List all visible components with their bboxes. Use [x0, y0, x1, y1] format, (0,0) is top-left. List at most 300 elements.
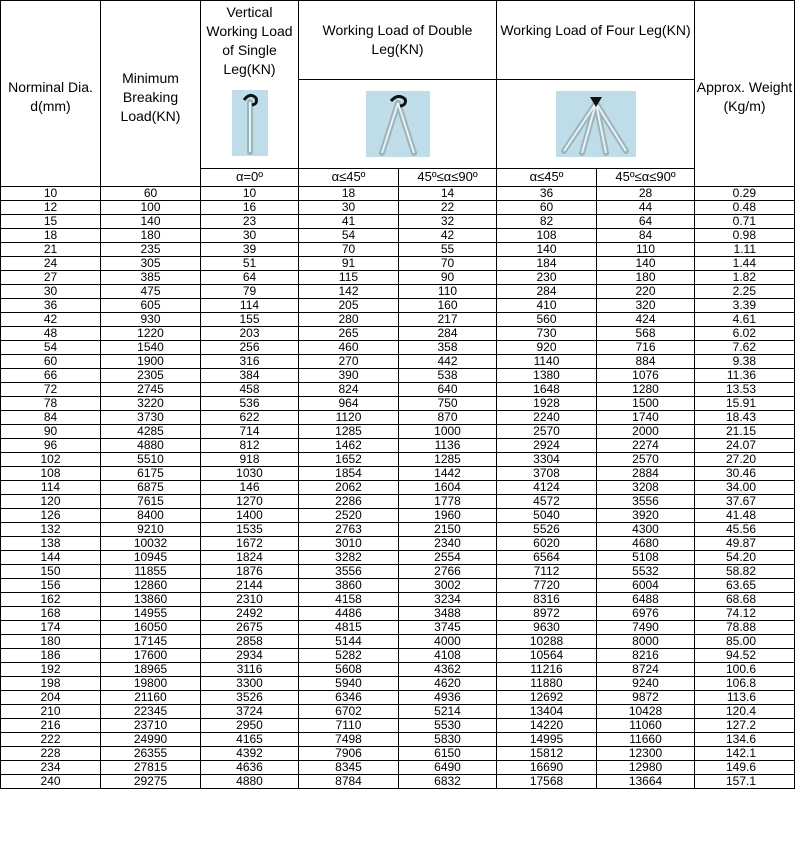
table-row: [1, 424, 795, 438]
cell-approx-weight: 15.91: [695, 396, 795, 410]
cell-single-leg-load: 316: [201, 354, 299, 368]
table-row: [1, 732, 795, 746]
cell-four-leg-load-45: 82: [497, 214, 597, 228]
cell-nominal-dia: 27: [1, 270, 101, 284]
cell-single-leg-load: 2675: [201, 620, 299, 634]
cell-four-leg-load-45: 3708: [497, 466, 597, 480]
cell-four-leg-load-45: 8316: [497, 592, 597, 606]
cell-double-leg-load-45: 390: [299, 368, 399, 382]
cell-double-leg-load-45: 3282: [299, 550, 399, 564]
cell-four-leg-load-45: 4124: [497, 480, 597, 494]
cell-double-leg-load-45: 1285: [299, 424, 399, 438]
cell-nominal-dia: 174: [1, 620, 101, 634]
table-row: [1, 676, 795, 690]
table-row: [1, 312, 795, 326]
cell-double-leg-load-90: 160: [399, 298, 497, 312]
cell-double-leg-load-45: 6702: [299, 704, 399, 718]
cell-double-leg-load-45: 115: [299, 270, 399, 284]
cell-double-leg-load-90: 32: [399, 214, 497, 228]
table-row: [1, 550, 795, 564]
cell-four-leg-load-90: 13664: [597, 774, 695, 788]
cell-four-leg-load-90: 8724: [597, 662, 695, 676]
cell-approx-weight: 74.12: [695, 606, 795, 620]
cell-four-leg-load-90: 220: [597, 284, 695, 298]
cell-double-leg-load-90: 5530: [399, 718, 497, 732]
cell-four-leg-load-45: 5526: [497, 522, 597, 536]
cell-approx-weight: 1.11: [695, 242, 795, 256]
cell-four-leg-load-45: 108: [497, 228, 597, 242]
cell-four-leg-load-90: 180: [597, 270, 695, 284]
cell-nominal-dia: 138: [1, 536, 101, 550]
cell-double-leg-load-90: 5830: [399, 732, 497, 746]
cell-nominal-dia: 15: [1, 214, 101, 228]
cell-four-leg-load-90: 6976: [597, 606, 695, 620]
cell-approx-weight: 9.38: [695, 354, 795, 368]
cell-min-breaking-load: 27815: [101, 760, 201, 774]
table-row: [1, 606, 795, 620]
cell-min-breaking-load: 13860: [101, 592, 201, 606]
cell-nominal-dia: 84: [1, 410, 101, 424]
cell-double-leg-load-45: 280: [299, 312, 399, 326]
cell-double-leg-load-90: 6832: [399, 774, 497, 788]
cell-double-leg-load-45: 964: [299, 396, 399, 410]
cell-approx-weight: 11.36: [695, 368, 795, 382]
cell-min-breaking-load: 8400: [101, 508, 201, 522]
cell-double-leg-load-45: 4486: [299, 606, 399, 620]
cell-min-breaking-load: 100: [101, 200, 201, 214]
cell-four-leg-load-45: 730: [497, 326, 597, 340]
table-row: [1, 564, 795, 578]
cell-four-leg-load-45: 16690: [497, 760, 597, 774]
cell-four-leg-load-90: 84: [597, 228, 695, 242]
table-row: [1, 284, 795, 298]
cell-min-breaking-load: 1900: [101, 354, 201, 368]
cell-min-breaking-load: 16050: [101, 620, 201, 634]
cell-nominal-dia: 144: [1, 550, 101, 564]
cell-approx-weight: 27.20: [695, 452, 795, 466]
cell-double-leg-load-90: 3234: [399, 592, 497, 606]
cell-double-leg-load-45: 54: [299, 228, 399, 242]
cell-four-leg-load-45: 2924: [497, 438, 597, 452]
cell-four-leg-load-45: 3304: [497, 452, 597, 466]
cell-four-leg-load-45: 60: [497, 200, 597, 214]
cell-double-leg-load-45: 6346: [299, 690, 399, 704]
cell-double-leg-load-90: 2340: [399, 536, 497, 550]
cell-single-leg-load: 30: [201, 228, 299, 242]
cell-single-leg-load: 2950: [201, 718, 299, 732]
cell-double-leg-load-90: 870: [399, 410, 497, 424]
cell-approx-weight: 149.6: [695, 760, 795, 774]
table-body: [1, 186, 795, 788]
table-row: [1, 270, 795, 284]
cell-min-breaking-load: 23710: [101, 718, 201, 732]
cell-double-leg-load-45: 18: [299, 186, 399, 200]
cell-four-leg-load-45: 2240: [497, 410, 597, 424]
cell-single-leg-load: 114: [201, 298, 299, 312]
cell-four-leg-load-90: 3208: [597, 480, 695, 494]
cell-approx-weight: 157.1: [695, 774, 795, 788]
cell-approx-weight: 134.6: [695, 732, 795, 746]
cell-double-leg-load-90: 1285: [399, 452, 497, 466]
cell-approx-weight: 0.71: [695, 214, 795, 228]
table-row: [1, 186, 795, 200]
table-row: [1, 256, 795, 270]
cell-min-breaking-load: 305: [101, 256, 201, 270]
cell-single-leg-load: 4880: [201, 774, 299, 788]
cell-nominal-dia: 78: [1, 396, 101, 410]
cell-four-leg-load-90: 6004: [597, 578, 695, 592]
cell-four-leg-load-90: 9872: [597, 690, 695, 704]
cell-four-leg-load-45: 7112: [497, 564, 597, 578]
cell-min-breaking-load: 26355: [101, 746, 201, 760]
cell-single-leg-load: 155: [201, 312, 299, 326]
cell-single-leg-load: 1535: [201, 522, 299, 536]
cell-nominal-dia: 66: [1, 368, 101, 382]
cell-four-leg-load-45: 8972: [497, 606, 597, 620]
cell-nominal-dia: 162: [1, 592, 101, 606]
cell-single-leg-load: 3300: [201, 676, 299, 690]
cell-double-leg-load-45: 30: [299, 200, 399, 214]
cell-single-leg-load: 4636: [201, 760, 299, 774]
cell-min-breaking-load: 930: [101, 312, 201, 326]
table-row: [1, 662, 795, 676]
cell-single-leg-load: 1270: [201, 494, 299, 508]
cell-single-leg-load: 23: [201, 214, 299, 228]
cell-four-leg-load-45: 11216: [497, 662, 597, 676]
cell-single-leg-load: 4392: [201, 746, 299, 760]
cell-approx-weight: 100.6: [695, 662, 795, 676]
cell-min-breaking-load: 19800: [101, 676, 201, 690]
cell-min-breaking-load: 5510: [101, 452, 201, 466]
cell-four-leg-load-90: 1740: [597, 410, 695, 424]
cell-four-leg-load-45: 1928: [497, 396, 597, 410]
cell-min-breaking-load: 4880: [101, 438, 201, 452]
cell-single-leg-load: 39: [201, 242, 299, 256]
cell-min-breaking-load: 385: [101, 270, 201, 284]
cell-four-leg-load-45: 560: [497, 312, 597, 326]
angle-four-1: α≤45º: [497, 168, 597, 186]
cell-single-leg-load: 256: [201, 340, 299, 354]
cell-double-leg-load-45: 7110: [299, 718, 399, 732]
cell-nominal-dia: 240: [1, 774, 101, 788]
single-leg-picture-cell: [201, 79, 299, 168]
cell-nominal-dia: 30: [1, 284, 101, 298]
table-row: [1, 298, 795, 312]
cell-nominal-dia: 204: [1, 690, 101, 704]
table-row: [1, 354, 795, 368]
cell-approx-weight: 34.00: [695, 480, 795, 494]
cell-four-leg-load-90: 1500: [597, 396, 695, 410]
table-row: [1, 522, 795, 536]
cell-four-leg-load-45: 6564: [497, 550, 597, 564]
cell-min-breaking-load: 180: [101, 228, 201, 242]
cell-double-leg-load-90: 55: [399, 242, 497, 256]
cell-min-breaking-load: 1220: [101, 326, 201, 340]
cell-min-breaking-load: 22345: [101, 704, 201, 718]
cell-double-leg-load-45: 5940: [299, 676, 399, 690]
cell-double-leg-load-90: 5214: [399, 704, 497, 718]
table-row: [1, 326, 795, 340]
cell-double-leg-load-45: 8345: [299, 760, 399, 774]
cell-min-breaking-load: 475: [101, 284, 201, 298]
cell-min-breaking-load: 4285: [101, 424, 201, 438]
cell-single-leg-load: 714: [201, 424, 299, 438]
cell-single-leg-load: 146: [201, 480, 299, 494]
cell-single-leg-load: 2858: [201, 634, 299, 648]
table-row: [1, 634, 795, 648]
cell-nominal-dia: 102: [1, 452, 101, 466]
cell-four-leg-load-90: 12300: [597, 746, 695, 760]
cell-single-leg-load: 1672: [201, 536, 299, 550]
cell-double-leg-load-45: 824: [299, 382, 399, 396]
cell-double-leg-load-45: 91: [299, 256, 399, 270]
table-row: [1, 704, 795, 718]
cell-double-leg-load-45: 1652: [299, 452, 399, 466]
cell-four-leg-load-45: 36: [497, 186, 597, 200]
cell-double-leg-load-90: 1136: [399, 438, 497, 452]
cell-approx-weight: 63.65: [695, 578, 795, 592]
cell-four-leg-load-90: 8216: [597, 648, 695, 662]
cell-double-leg-load-45: 5282: [299, 648, 399, 662]
cell-four-leg-load-90: 8000: [597, 634, 695, 648]
cell-approx-weight: 142.1: [695, 746, 795, 760]
cell-approx-weight: 49.87: [695, 536, 795, 550]
table-row: [1, 368, 795, 382]
table-row: [1, 536, 795, 550]
cell-approx-weight: 18.43: [695, 410, 795, 424]
cell-four-leg-load-45: 10564: [497, 648, 597, 662]
cell-approx-weight: 0.48: [695, 200, 795, 214]
cell-min-breaking-load: 12860: [101, 578, 201, 592]
cell-four-leg-load-90: 424: [597, 312, 695, 326]
cell-four-leg-load-45: 184: [497, 256, 597, 270]
cell-double-leg-load-45: 1854: [299, 466, 399, 480]
cell-min-breaking-load: 7615: [101, 494, 201, 508]
angle-double-1: α≤45º: [299, 168, 399, 186]
cell-approx-weight: 30.46: [695, 466, 795, 480]
cell-double-leg-load-90: 2150: [399, 522, 497, 536]
cell-four-leg-load-90: 320: [597, 298, 695, 312]
cell-four-leg-load-45: 15812: [497, 746, 597, 760]
cell-double-leg-load-90: 42: [399, 228, 497, 242]
table-row: [1, 438, 795, 452]
cell-four-leg-load-90: 64: [597, 214, 695, 228]
cell-four-leg-load-45: 2570: [497, 424, 597, 438]
cell-double-leg-load-45: 4815: [299, 620, 399, 634]
cell-single-leg-load: 10: [201, 186, 299, 200]
cell-nominal-dia: 186: [1, 648, 101, 662]
cell-min-breaking-load: 9210: [101, 522, 201, 536]
cell-double-leg-load-45: 205: [299, 298, 399, 312]
cell-double-leg-load-90: 3488: [399, 606, 497, 620]
cell-nominal-dia: 96: [1, 438, 101, 452]
cell-approx-weight: 113.6: [695, 690, 795, 704]
cell-four-leg-load-90: 6488: [597, 592, 695, 606]
cell-double-leg-load-90: 2766: [399, 564, 497, 578]
cell-approx-weight: 21.15: [695, 424, 795, 438]
table-row: [1, 508, 795, 522]
cell-nominal-dia: 24: [1, 256, 101, 270]
header-four-leg: Working Load of Four Leg(KN): [497, 1, 695, 80]
cell-nominal-dia: 168: [1, 606, 101, 620]
cell-four-leg-load-45: 9630: [497, 620, 597, 634]
cell-nominal-dia: 150: [1, 564, 101, 578]
cell-approx-weight: 3.39: [695, 298, 795, 312]
cell-double-leg-load-45: 5144: [299, 634, 399, 648]
cell-four-leg-load-90: 884: [597, 354, 695, 368]
cell-single-leg-load: 536: [201, 396, 299, 410]
four-leg-picture-cell: [497, 79, 695, 168]
cell-four-leg-load-90: 140: [597, 256, 695, 270]
table-row: [1, 200, 795, 214]
cell-four-leg-load-90: 1280: [597, 382, 695, 396]
header-min-breaking-load: Minimum Breaking Load(KN): [101, 1, 201, 187]
cell-approx-weight: 106.8: [695, 676, 795, 690]
cell-single-leg-load: 3526: [201, 690, 299, 704]
cell-nominal-dia: 114: [1, 480, 101, 494]
cell-min-breaking-load: 3220: [101, 396, 201, 410]
cell-four-leg-load-90: 568: [597, 326, 695, 340]
cell-single-leg-load: 3724: [201, 704, 299, 718]
cell-double-leg-load-45: 41: [299, 214, 399, 228]
cell-double-leg-load-45: 8784: [299, 774, 399, 788]
header-double-leg: Working Load of Double Leg(KN): [299, 1, 497, 80]
cell-four-leg-load-90: 10428: [597, 704, 695, 718]
cell-approx-weight: 41.48: [695, 508, 795, 522]
cell-double-leg-load-90: 217: [399, 312, 497, 326]
cell-four-leg-load-90: 11660: [597, 732, 695, 746]
cell-single-leg-load: 16: [201, 200, 299, 214]
cell-min-breaking-load: 3730: [101, 410, 201, 424]
cell-four-leg-load-45: 10288: [497, 634, 597, 648]
cell-single-leg-load: 2144: [201, 578, 299, 592]
cell-approx-weight: 13.53: [695, 382, 795, 396]
cell-min-breaking-load: 605: [101, 298, 201, 312]
cell-single-leg-load: 2934: [201, 648, 299, 662]
cell-double-leg-load-45: 4158: [299, 592, 399, 606]
cell-min-breaking-load: 140: [101, 214, 201, 228]
cell-four-leg-load-90: 12980: [597, 760, 695, 774]
cell-double-leg-load-90: 442: [399, 354, 497, 368]
cell-single-leg-load: 64: [201, 270, 299, 284]
cell-min-breaking-load: 235: [101, 242, 201, 256]
cell-nominal-dia: 228: [1, 746, 101, 760]
cell-min-breaking-load: 24990: [101, 732, 201, 746]
table-row: [1, 228, 795, 242]
cell-double-leg-load-90: 4936: [399, 690, 497, 704]
cell-double-leg-load-45: 1120: [299, 410, 399, 424]
cell-double-leg-load-90: 90: [399, 270, 497, 284]
cell-min-breaking-load: 29275: [101, 774, 201, 788]
cell-min-breaking-load: 21160: [101, 690, 201, 704]
cell-four-leg-load-90: 44: [597, 200, 695, 214]
cell-double-leg-load-90: 6150: [399, 746, 497, 760]
cell-nominal-dia: 18: [1, 228, 101, 242]
cell-nominal-dia: 234: [1, 760, 101, 774]
cell-double-leg-load-90: 3745: [399, 620, 497, 634]
cell-four-leg-load-45: 5040: [497, 508, 597, 522]
cell-double-leg-load-45: 270: [299, 354, 399, 368]
cell-single-leg-load: 79: [201, 284, 299, 298]
cell-nominal-dia: 222: [1, 732, 101, 746]
table-row: [1, 592, 795, 606]
cell-min-breaking-load: 2305: [101, 368, 201, 382]
cell-four-leg-load-90: 9240: [597, 676, 695, 690]
cell-single-leg-load: 918: [201, 452, 299, 466]
cell-double-leg-load-45: 265: [299, 326, 399, 340]
table-row: [1, 214, 795, 228]
table-row: [1, 480, 795, 494]
table-row: [1, 396, 795, 410]
cell-approx-weight: 1.82: [695, 270, 795, 284]
cell-approx-weight: 45.56: [695, 522, 795, 536]
cell-four-leg-load-45: 1648: [497, 382, 597, 396]
cell-double-leg-load-45: 7498: [299, 732, 399, 746]
cell-four-leg-load-90: 5532: [597, 564, 695, 578]
cell-single-leg-load: 458: [201, 382, 299, 396]
cell-approx-weight: 4.61: [695, 312, 795, 326]
table-row: [1, 382, 795, 396]
cell-double-leg-load-45: 1462: [299, 438, 399, 452]
cell-approx-weight: 37.67: [695, 494, 795, 508]
cell-single-leg-load: 1400: [201, 508, 299, 522]
cell-double-leg-load-90: 14: [399, 186, 497, 200]
cell-single-leg-load: 622: [201, 410, 299, 424]
cell-four-leg-load-45: 284: [497, 284, 597, 298]
cell-double-leg-load-90: 538: [399, 368, 497, 382]
cell-min-breaking-load: 17145: [101, 634, 201, 648]
table-row: [1, 620, 795, 634]
cell-double-leg-load-45: 2062: [299, 480, 399, 494]
cell-nominal-dia: 48: [1, 326, 101, 340]
cell-nominal-dia: 132: [1, 522, 101, 536]
cell-double-leg-load-45: 70: [299, 242, 399, 256]
table-row: [1, 466, 795, 480]
cell-four-leg-load-45: 17568: [497, 774, 597, 788]
table-row: [1, 760, 795, 774]
cell-double-leg-load-90: 4108: [399, 648, 497, 662]
cell-single-leg-load: 2310: [201, 592, 299, 606]
cell-four-leg-load-45: 11880: [497, 676, 597, 690]
cell-min-breaking-load: 1540: [101, 340, 201, 354]
cell-approx-weight: 120.4: [695, 704, 795, 718]
cell-min-breaking-load: 14955: [101, 606, 201, 620]
cell-double-leg-load-45: 142: [299, 284, 399, 298]
table-row: [1, 746, 795, 760]
cell-double-leg-load-45: 2763: [299, 522, 399, 536]
cell-double-leg-load-90: 4000: [399, 634, 497, 648]
cell-nominal-dia: 198: [1, 676, 101, 690]
cell-double-leg-load-90: 3002: [399, 578, 497, 592]
cell-four-leg-load-90: 2884: [597, 466, 695, 480]
cell-approx-weight: 6.02: [695, 326, 795, 340]
cell-double-leg-load-90: 1442: [399, 466, 497, 480]
cell-double-leg-load-90: 284: [399, 326, 497, 340]
cell-double-leg-load-45: 5608: [299, 662, 399, 676]
cell-single-leg-load: 3116: [201, 662, 299, 676]
cell-approx-weight: 127.2: [695, 718, 795, 732]
cell-four-leg-load-45: 1140: [497, 354, 597, 368]
cell-four-leg-load-90: 1076: [597, 368, 695, 382]
cell-double-leg-load-90: 6490: [399, 760, 497, 774]
cell-four-leg-load-45: 13404: [497, 704, 597, 718]
cell-four-leg-load-90: 4300: [597, 522, 695, 536]
cell-four-leg-load-45: 410: [497, 298, 597, 312]
cell-single-leg-load: 4165: [201, 732, 299, 746]
cell-approx-weight: 2.25: [695, 284, 795, 298]
table-row: [1, 578, 795, 592]
table-row: [1, 410, 795, 424]
